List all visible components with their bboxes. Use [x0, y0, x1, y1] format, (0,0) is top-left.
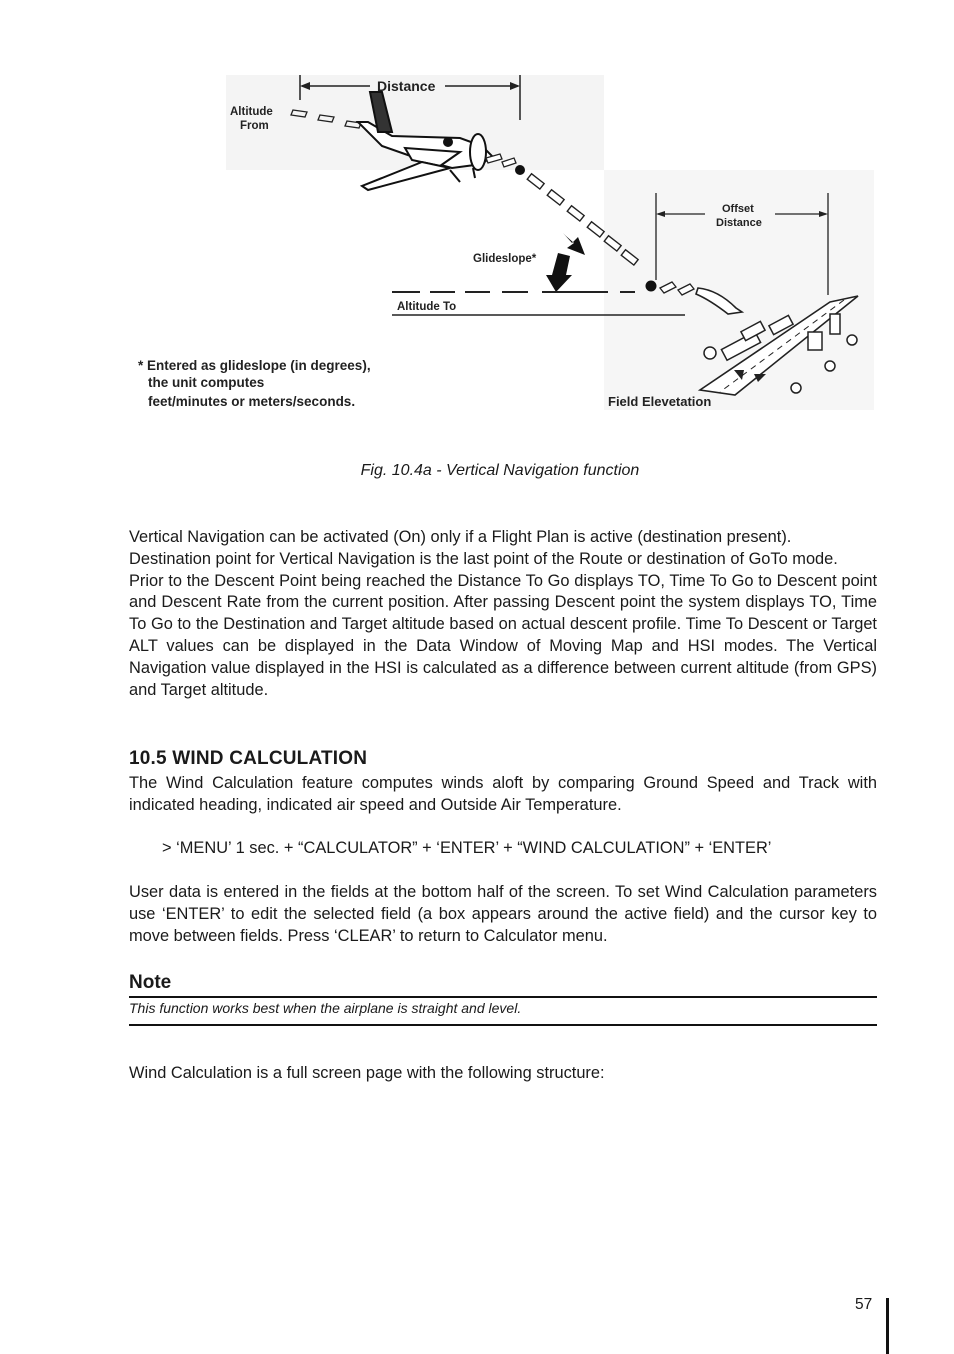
altitude-to-label: Altitude To: [397, 301, 457, 313]
altitude-from-label: Altitude: [230, 106, 273, 118]
closing-text: Wind Calculation is a full screen page with the following structure:: [129, 1064, 605, 1082]
note-rule-bottom: [129, 1024, 877, 1026]
target-point-marker: [646, 281, 657, 292]
vertical-navigation-diagram: [130, 70, 880, 415]
vertical-navigation-text: [129, 527, 877, 701]
paragraph-descent: Prior to the Descent Point being reached the Distance To Go displays TO, Time To Go to Descent point and Descent Rate from the current position. After passing Descent point the system displays TO, Time To Go to the Destination and Target altitude based on actual descent profile. Time To Descent or Target ALT values can be displayed in the Data Window of Moving Map and HSI modes. The Vertical Navigation value displayed in the HSI is calculated as a difference between current altitude (from GPS) and Target altitude.: [129, 571, 877, 699]
menu-command: > ‘MENU’ 1 sec. + “CALCULATOR” + ‘ENTER’ + “WIND CALCULATION” + ‘ENTER’: [162, 839, 772, 857]
section-instructions: User data is entered in the fields at the bottom half of the screen. To set Wind Calculation parameters use ‘ENTER’ to edit the selected field (a box appears around the active field) and the cursor key to move between fields. Press ‘CLEAR’ to return to Calculator menu.: [129, 883, 877, 945]
note-title: Note: [129, 972, 172, 993]
glideslope-arrow-up: [563, 233, 585, 255]
glideslope-label: Glideslope*: [473, 253, 537, 265]
figure-caption: Fig. 10.4a - Vertical Navigation function: [360, 462, 640, 479]
note-text: This function works best when the airplane is straight and level.: [129, 1000, 522, 1016]
section-intro: The Wind Calculation feature computes winds aloft by comparing Ground Speed and Track with indicated heading, indicated air speed and Outside Air Temperature.: [129, 774, 877, 814]
field-elevation-label: Field Elevetation: [608, 394, 712, 409]
note-rule-top: [129, 996, 877, 998]
distance-label: Distance: [377, 78, 436, 94]
altitude-from-label-2: From: [240, 120, 269, 132]
page-number-bar: [886, 1298, 889, 1354]
figure-footnote-line-3: feet/minutes or meters/seconds.: [148, 394, 356, 409]
section-heading: 10.5 WIND CALCULATION: [129, 748, 368, 769]
figure-footnote-line-1: * Entered as glideslope (in degrees),: [138, 358, 371, 373]
descent-point-marker: [515, 165, 525, 175]
page-number: 57: [855, 1296, 873, 1313]
figure-footnote-line-2: the unit computes: [148, 375, 265, 390]
glideslope-arrow-down: [546, 253, 572, 292]
paragraph-activation: Vertical Navigation can be activated (On) only if a Flight Plan is active (destination present).: [129, 528, 792, 546]
paragraph-destination: Destination point for Vertical Navigation is the last point of the Route or destination of GoTo mode.: [129, 549, 838, 568]
offset-distance-label: Distance: [716, 217, 762, 229]
offset-label: Offset: [722, 203, 754, 215]
